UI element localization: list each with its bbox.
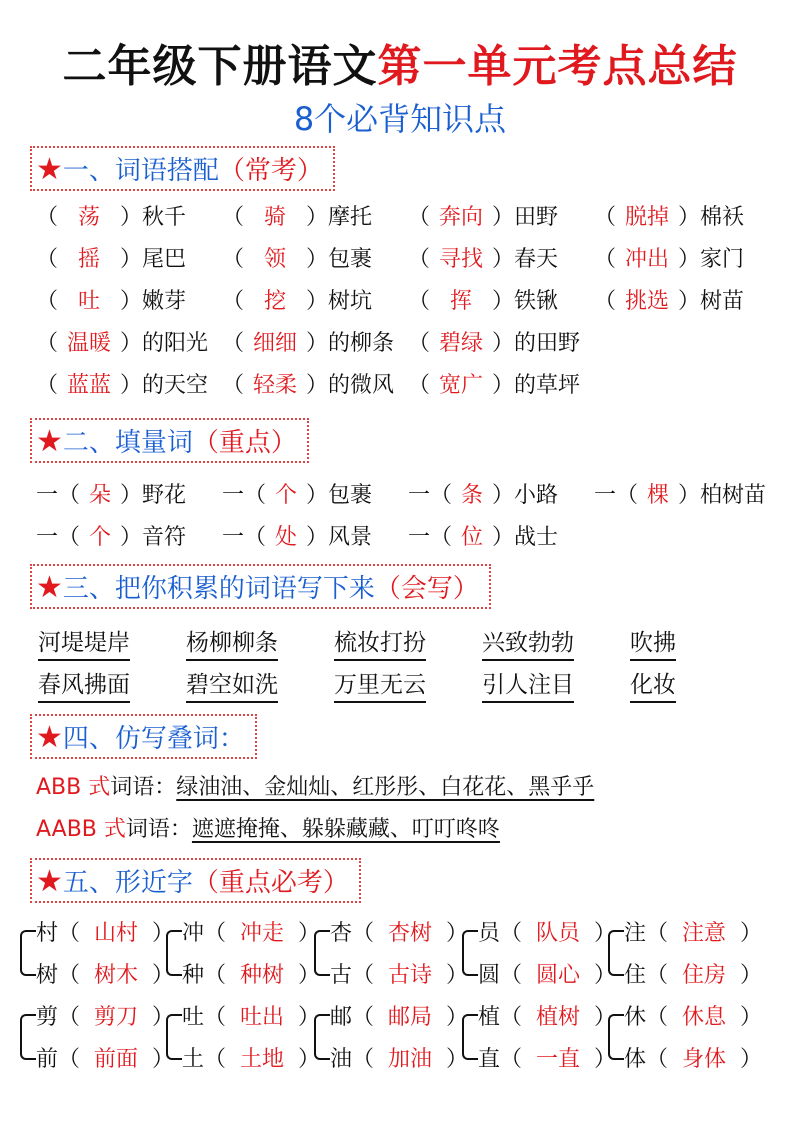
star-icon: ★: [36, 424, 63, 459]
measure-answer: 朵: [89, 483, 112, 508]
collocation-item: （ 宽广 ）的草坪: [408, 368, 580, 399]
brace-icon: [462, 1014, 478, 1060]
similar-word: 住房: [682, 963, 727, 988]
collocation-word: 铁锹: [514, 289, 559, 314]
section-tag: （重点）: [192, 428, 297, 458]
brace-icon: [608, 930, 624, 976]
phrase-item: 化妆: [630, 666, 676, 703]
reduplication-row: [36, 770, 594, 801]
similar-pair: 员（ 队员 ）: [478, 916, 616, 947]
measure-answer: 条: [461, 483, 484, 508]
page-title: [0, 30, 800, 94]
reduplication-suffix: 词语：: [110, 775, 177, 800]
reduplication-words: 遮遮掩掩、躲躲藏藏、叮叮咚咚: [191, 817, 500, 842]
measure-word: ）小路: [492, 483, 559, 508]
measure-answer: 位: [461, 525, 484, 550]
collocation-word: 棉袄: [700, 205, 745, 230]
brace-icon: [608, 1014, 624, 1060]
collocation-item: （ 脱掉 ）棉袄: [594, 200, 744, 231]
phrase-item: 杨柳柳条: [186, 624, 278, 661]
measure-answer: 个: [89, 525, 112, 550]
brace-icon: [166, 1014, 182, 1060]
brace-icon: [20, 930, 36, 976]
section-tag: （常考）: [218, 156, 323, 186]
collocation-word: 摩托: [328, 205, 373, 230]
collocation-item: （ 奔向 ）田野: [408, 200, 558, 231]
phrase-item: 吹拂: [630, 624, 676, 661]
measure-item: [594, 478, 766, 509]
collocation-answer: 轻柔: [253, 373, 298, 398]
section-tag: （会写）: [374, 574, 479, 604]
collocation-answer: 温暖: [67, 331, 112, 356]
collocation-answer: 碧绿: [439, 331, 484, 356]
star-icon: ★: [36, 152, 63, 187]
similar-word: 杏树: [388, 921, 433, 946]
similar-word: 古诗: [388, 963, 433, 988]
collocation-word: 尾巴: [142, 247, 187, 272]
measure-word: ）战士: [492, 525, 559, 550]
similar-char: 住: [624, 963, 647, 988]
similar-word: 吐出: [240, 1005, 285, 1030]
similar-char: 剪: [36, 1005, 59, 1030]
similar-pair: 种（ 种树 ）: [182, 958, 320, 989]
collocation-item: （ 温暖 ）的阳光: [36, 326, 208, 357]
title-part-red: 第一单元考点总结: [377, 41, 738, 92]
collocation-word: 秋千: [142, 205, 187, 230]
collocation-item: （ 挥 ）铁锹: [408, 284, 558, 315]
similar-pair: 休（ 休息 ）: [624, 1000, 762, 1031]
phrase-item: 梳妆打扮: [334, 624, 426, 661]
similar-word: 土地: [240, 1047, 285, 1072]
collocation-answer: 领: [264, 247, 287, 272]
collocation-answer: 脱掉: [625, 205, 670, 230]
section-heading-4: [30, 714, 257, 759]
similar-word: 身体: [682, 1047, 727, 1072]
similar-char: 种: [182, 963, 205, 988]
similar-char: 体: [624, 1047, 647, 1072]
collocation-word: 树苗: [700, 289, 745, 314]
similar-char: 吐: [182, 1005, 205, 1030]
collocation-answer: 荡: [78, 205, 101, 230]
similar-word: 种树: [240, 963, 285, 988]
collocation-answer: 吐: [78, 289, 101, 314]
collocation-item: （ 碧绿 ）的田野: [408, 326, 580, 357]
measure-answer: 个: [275, 483, 298, 508]
section-title: 四、仿写叠词：: [62, 724, 245, 754]
similar-pair: 土（ 土地 ）: [182, 1042, 320, 1073]
phrase-item: 引人注目: [482, 666, 574, 703]
section-heading-1: [30, 146, 335, 191]
reduplication-suffix: 词语：: [125, 817, 192, 842]
similar-pair: 剪（ 剪刀 ）: [36, 1000, 174, 1031]
similar-pair: 树（ 树木 ）: [36, 958, 174, 989]
collocation-word: 的柳条: [328, 331, 395, 356]
collocation-word: 树坑: [328, 289, 373, 314]
collocation-answer: 挑选: [625, 289, 670, 314]
similar-word: 邮局: [388, 1005, 433, 1030]
phrase-item: 兴致勃勃: [482, 624, 574, 661]
similar-word: 植树: [536, 1005, 581, 1030]
collocation-item: （ 荡 ）秋千: [36, 200, 186, 231]
similar-char: 圆: [478, 963, 501, 988]
collocation-answer: 冲出: [625, 247, 670, 272]
phrase-item: 春风拂面: [38, 666, 130, 703]
collocation-word: 的田野: [514, 331, 581, 356]
similar-pair: 村（ 山村 ）: [36, 916, 174, 947]
similar-word: 一直: [536, 1047, 581, 1072]
collocation-word: 春天: [514, 247, 559, 272]
collocation-item: （ 细细 ）的柳条: [222, 326, 394, 357]
similar-word: 树木: [94, 963, 139, 988]
collocation-item: （ 骑 ）摩托: [222, 200, 372, 231]
similar-pair: 注（ 注意 ）: [624, 916, 762, 947]
collocation-item: （ 冲出 ）家门: [594, 242, 744, 273]
similar-word: 队员: [536, 921, 581, 946]
similar-pair: 圆（ 圆心 ）: [478, 958, 616, 989]
similar-char: 古: [330, 963, 353, 988]
measure-item: [408, 520, 558, 551]
star-icon: ★: [36, 720, 63, 755]
similar-char: 前: [36, 1047, 59, 1072]
measure-answer: 处: [275, 525, 298, 550]
measure-prefix: 一（: [222, 483, 267, 508]
measure-item: [222, 520, 372, 551]
similar-char: 注: [624, 921, 647, 946]
collocation-item: （ 领 ）包裹: [222, 242, 372, 273]
star-icon: ★: [36, 570, 63, 605]
similar-pair: 直（ 一直 ）: [478, 1042, 616, 1073]
measure-prefix: 一（: [36, 483, 81, 508]
brace-icon: [314, 1014, 330, 1060]
brace-icon: [462, 930, 478, 976]
measure-word: ）柏树苗: [678, 483, 767, 508]
similar-pair: 古（ 古诗 ）: [330, 958, 468, 989]
collocation-answer: 寻找: [439, 247, 484, 272]
similar-word: 加油: [388, 1047, 433, 1072]
reduplication-words: 绿油油、金灿灿、红彤彤、白花花、黑乎乎: [176, 775, 595, 800]
similar-pair: 体（ 身体 ）: [624, 1042, 762, 1073]
collocation-item: （ 轻柔 ）的微风: [222, 368, 394, 399]
measure-item: [222, 478, 372, 509]
similar-char: 植: [478, 1005, 501, 1030]
similar-pair: 杏（ 杏树 ）: [330, 916, 468, 947]
similar-word: 冲走: [240, 921, 285, 946]
section-title: 三、把你积累的词语写下来: [62, 574, 375, 604]
similar-char: 村: [36, 921, 59, 946]
collocation-item: （ 挑选 ）树苗: [594, 284, 744, 315]
similar-word: 剪刀: [94, 1005, 139, 1030]
section-title: 一、词语搭配: [62, 156, 219, 186]
section-heading-5: [30, 858, 361, 903]
collocation-word: 田野: [514, 205, 559, 230]
similar-word: 前面: [94, 1047, 139, 1072]
section-title: 五、形近字: [62, 868, 193, 898]
reduplication-label: AABB 式: [36, 817, 126, 842]
similar-pair: 吐（ 吐出 ）: [182, 1000, 320, 1031]
section-tag: （重点必考）: [192, 868, 349, 898]
collocation-word: 的草坪: [514, 373, 581, 398]
collocation-item: （ 蓝蓝 ）的天空: [36, 368, 208, 399]
similar-char: 直: [478, 1047, 501, 1072]
star-icon: ★: [36, 864, 63, 899]
similar-pair: 油（ 加油 ）: [330, 1042, 468, 1073]
similar-pair: 植（ 植树 ）: [478, 1000, 616, 1031]
collocation-item: （ 吐 ）嫩芽: [36, 284, 186, 315]
collocation-word: 的微风: [328, 373, 395, 398]
collocation-answer: 挥: [450, 289, 473, 314]
measure-prefix: 一（: [594, 483, 639, 508]
measure-item: [36, 520, 186, 551]
phrase-item: 碧空如洗: [186, 666, 278, 703]
brace-icon: [314, 930, 330, 976]
similar-pair: 冲（ 冲走 ）: [182, 916, 320, 947]
collocation-word: 包裹: [328, 247, 373, 272]
measure-word: ）风景: [306, 525, 373, 550]
measure-prefix: 一（: [222, 525, 267, 550]
similar-pair: 邮（ 邮局 ）: [330, 1000, 468, 1031]
similar-word: 圆心: [536, 963, 581, 988]
collocation-answer: 宽广: [439, 373, 484, 398]
collocation-answer: 摇: [78, 247, 101, 272]
collocation-item: （ 摇 ）尾巴: [36, 242, 186, 273]
collocation-item: （ 寻找 ）春天: [408, 242, 558, 273]
collocation-word: 家门: [700, 247, 745, 272]
phrase-item: 万里无云: [334, 666, 426, 703]
similar-char: 邮: [330, 1005, 353, 1030]
similar-char: 土: [182, 1047, 205, 1072]
phrase-item: 河堤堤岸: [38, 624, 130, 661]
similar-char: 冲: [182, 921, 205, 946]
collocation-answer: 骑: [264, 205, 287, 230]
collocation-answer: 挖: [264, 289, 287, 314]
measure-item: [36, 478, 186, 509]
similar-word: 休息: [682, 1005, 727, 1030]
collocation-word: 的阳光: [142, 331, 209, 356]
measure-word: ）包裹: [306, 483, 373, 508]
similar-char: 员: [478, 921, 501, 946]
similar-word: 注意: [682, 921, 727, 946]
page-subtitle: 8个必背知识点: [293, 100, 507, 138]
similar-char: 油: [330, 1047, 353, 1072]
collocation-answer: 奔向: [439, 205, 484, 230]
title-part-black: 二年级下册语文: [62, 41, 378, 92]
measure-answer: 棵: [647, 483, 670, 508]
similar-pair: 住（ 住房 ）: [624, 958, 762, 989]
similar-word: 山村: [94, 921, 139, 946]
section-heading-2: [30, 418, 309, 463]
reduplication-label: ABB 式: [36, 775, 111, 800]
collocation-answer: 细细: [253, 331, 298, 356]
collocation-answer: 蓝蓝: [67, 373, 112, 398]
measure-prefix: 一（: [408, 525, 453, 550]
brace-icon: [20, 1014, 36, 1060]
collocation-item: （ 挖 ）树坑: [222, 284, 372, 315]
similar-char: 杏: [330, 921, 353, 946]
section-title: 二、填量词: [62, 428, 193, 458]
brace-icon: [166, 930, 182, 976]
similar-char: 树: [36, 963, 59, 988]
measure-item: [408, 478, 558, 509]
section-heading-3: [30, 564, 491, 609]
measure-word: ）野花: [120, 483, 187, 508]
measure-prefix: 一（: [36, 525, 81, 550]
measure-word: ）音符: [120, 525, 187, 550]
similar-pair: 前（ 前面 ）: [36, 1042, 174, 1073]
measure-prefix: 一（: [408, 483, 453, 508]
reduplication-row: [36, 812, 500, 843]
similar-char: 休: [624, 1005, 647, 1030]
collocation-word: 的天空: [142, 373, 209, 398]
collocation-word: 嫩芽: [142, 289, 187, 314]
